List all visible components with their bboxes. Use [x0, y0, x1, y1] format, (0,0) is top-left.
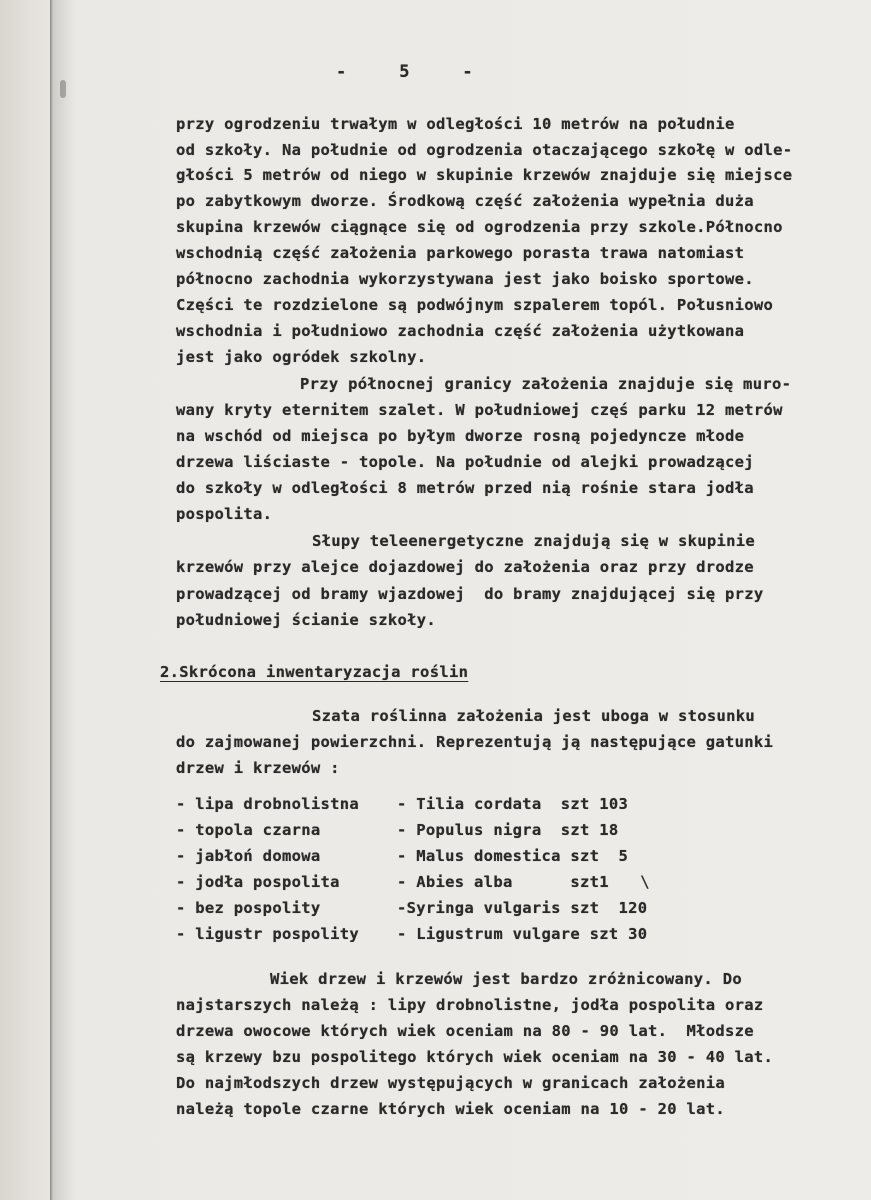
species-polish-name: - topola czarna: [176, 821, 321, 839]
text-line: do szkoły w odległości 8 metrów przed nią rośnie stara jodła: [176, 479, 754, 497]
handwritten-checkmark: \: [640, 872, 650, 891]
text-line: północno zachodnia wykorzystywana jest jako boisko sportowe.: [176, 270, 754, 288]
text-line: wschodnia i południowo zachodnia część założenia użytkowana: [176, 322, 745, 340]
species-latin-name: - Tilia cordata szt 103: [397, 795, 629, 813]
text-line: Części te rozdzielone są podwójnym szpalerem topól. Połusniowo: [176, 296, 774, 314]
species-latin-name: - Ligustrum vulgare szt 30: [397, 925, 648, 943]
punch-hole: [60, 80, 66, 98]
text-line: najstarszych należą : lipy drobnolistne, jodła pospolita oraz: [176, 996, 764, 1014]
text-line: krzewów przy alejce dojazdowej do założenia oraz przy drodze: [176, 558, 754, 576]
species-polish-name: - jodła pospolita: [176, 873, 340, 891]
species-latin-name: - Populus nigra szt 18: [397, 821, 619, 839]
text-line: po zabytkowym dworze. Środkową część założenia wypełnia duża: [176, 192, 754, 210]
text-line: pospolita.: [176, 505, 273, 523]
text-line: wany kryty eternitem szalet. W południowej częś parku 12 metrów: [176, 401, 783, 419]
text-line: Do najmłodszych drzew występujących w granicach założenia: [176, 1074, 726, 1092]
species-latin-name: - Malus domestica szt 5: [397, 847, 629, 865]
text-line: Wiek drzew i krzewów jest bardzo zróżnicowany. Do: [270, 970, 742, 988]
section-heading: 2.Skrócona inwentaryzacja roślin: [160, 663, 469, 681]
text-line: głości 5 metrów od niego w skupinie krzewów znajduje się miejsce: [176, 166, 793, 184]
species-polish-name: - lipa drobnolistna: [176, 795, 360, 813]
text-line: jest jako ogródek szkolny.: [176, 348, 427, 366]
text-line: prowadzącej od bramy wjazdowej do bramy znajdującej się przy: [176, 585, 764, 603]
text-line: drzew i krzewów :: [176, 759, 340, 777]
text-line: należą topole czarne których wiek oceniam na 10 - 20 lat.: [176, 1100, 726, 1118]
text-line: od szkoły. Na południe od ogrodzenia otaczającego szkołę w odle-: [176, 141, 793, 159]
text-line: skupina krzewów ciągnące się od ogrodzenia przy szkole.Północno: [176, 218, 783, 236]
text-line: Szata roślinna założenia jest uboga w stosunku: [312, 707, 756, 725]
species-polish-name: - ligustr pospolity: [176, 925, 360, 943]
binding-shadow: [54, 0, 76, 1200]
text-line: drzewa liściaste - topole. Na południe od alejki prowadzącej: [176, 453, 754, 471]
text-line: drzewa owocowe których wiek oceniam na 80 - 90 lat. Młodsze: [176, 1022, 754, 1040]
text-line: do zajmowanej powierzchni. Reprezentują ją następujące gatunki: [176, 733, 774, 751]
text-line: na wschód od miejsca po byłym dworze rosną pojedyncze młode: [176, 427, 745, 445]
species-polish-name: - jabłoń domowa: [176, 847, 321, 865]
text-line: są krzewy bzu pospolitego których wiek oceniam na 30 - 40 lat.: [176, 1048, 774, 1066]
species-polish-name: - bez pospolity: [176, 899, 321, 917]
text-line: Słupy teleenergetyczne znajdują się w skupinie: [312, 532, 756, 550]
text-line: południowej ścianie szkoły.: [176, 611, 437, 629]
page-number: - 5 -: [336, 62, 473, 82]
species-latin-name: - Abies alba szt1: [397, 873, 609, 891]
text-line: Przy północnej granicy założenia znajduje się muro-: [300, 375, 792, 393]
species-latin-name: -Syringa vulgaris szt 120: [397, 899, 648, 917]
text-line: przy ogrodzeniu trwałym w odległości 10 metrów na południe: [176, 115, 735, 133]
text-line: wschodnią część założenia parkowego porasta trawa natomiast: [176, 244, 745, 262]
